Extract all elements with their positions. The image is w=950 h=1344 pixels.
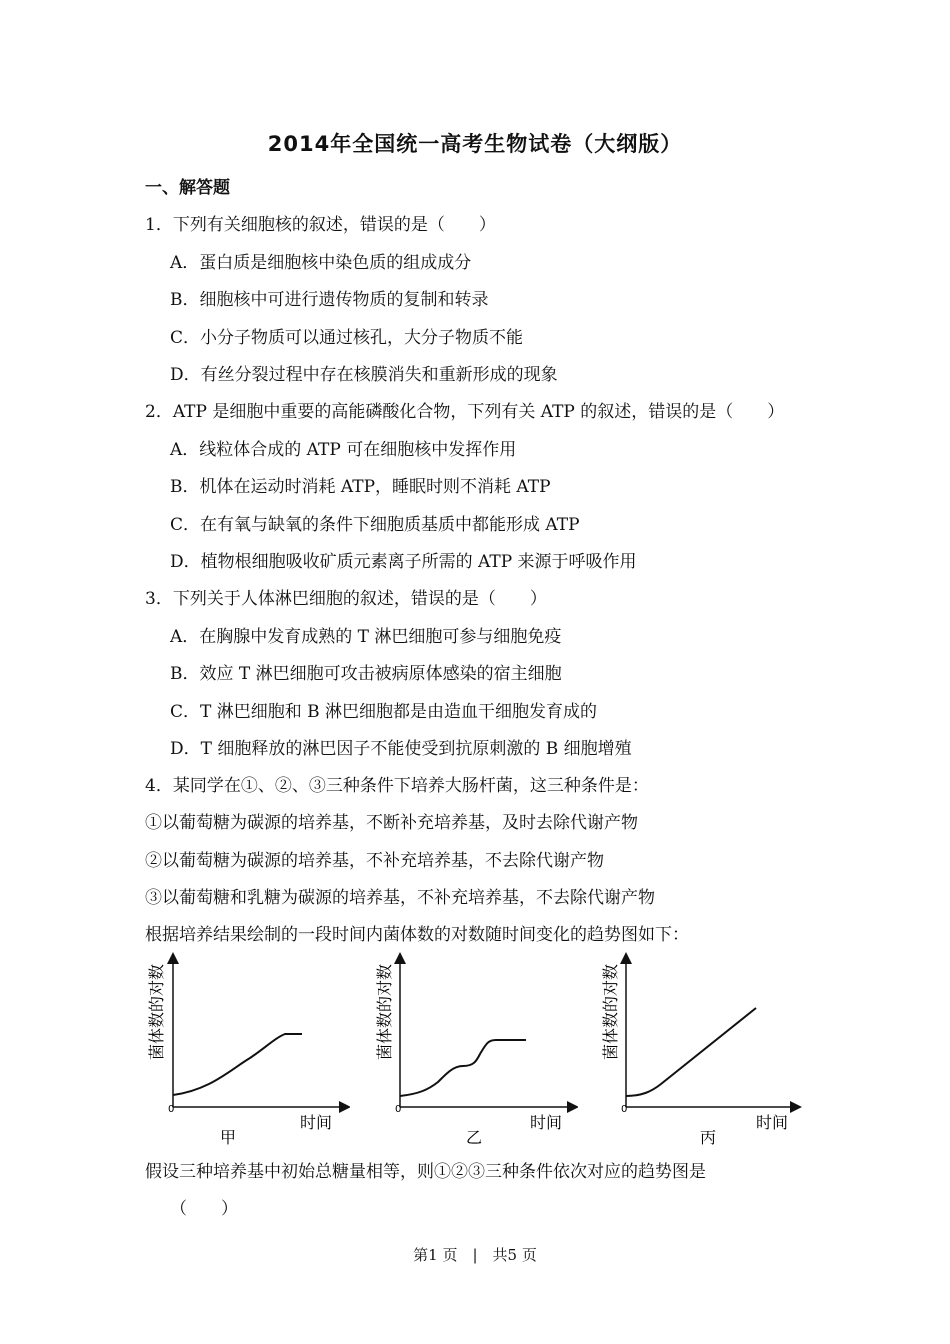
paper-title: 2014年全国统一高考生物试卷（大纲版） <box>267 132 683 156</box>
question-1-option-c: C．小分子物质可以通过核孔，大分子物质不能 <box>170 328 524 348</box>
answer-blank: （ ） <box>170 1199 238 1219</box>
question-3-option-d: D．T 细胞释放的淋巴因子不能使受到抗原刺激的 B 细胞增殖 <box>170 739 632 759</box>
question-3-option-a: A．在胸腺中发育成熟的 T 淋巴细胞可参与细胞免疫 <box>170 627 562 647</box>
question-1-option-a: A．蛋白质是细胞核中染色质的组成成分 <box>170 253 472 273</box>
question-2-option-c: C．在有氧与缺氧的条件下细胞质基质中都能形成 ATP <box>170 515 580 535</box>
question-4-stem: 4．某同学在①、②、③三种条件下培养大肠杆菌，这三种条件是： <box>145 776 649 796</box>
question-1-stem: 1．下列有关细胞核的叙述，错误的是（ ） <box>145 215 496 235</box>
x-axis-label: 时间 <box>756 1113 789 1132</box>
question-2-option-a: A．线粒体合成的 ATP 可在细胞核中发挥作用 <box>170 440 517 460</box>
graph-caption: 丙 <box>700 1128 717 1147</box>
question-4-intro: 根据培养结果绘制的一段时间内菌体数的对数随时间变化的趋势图如下： <box>145 925 689 945</box>
y-axis-label: 菌体数的对数 <box>147 963 166 1060</box>
graph-yi <box>368 950 578 1150</box>
graph-caption: 甲 <box>220 1128 237 1147</box>
y-axis-label: 菌体数的对数 <box>601 963 620 1060</box>
question-1-option-d: D．有丝分裂过程中存在核膜消失和重新形成的现象 <box>170 365 558 385</box>
section-heading: 一、解答题 <box>145 178 230 198</box>
y-axis-label: 菌体数的对数 <box>375 963 394 1060</box>
origin-label: 0 <box>395 1104 402 1115</box>
curve-jia <box>173 1034 302 1095</box>
x-axis-label: 时间 <box>300 1113 333 1132</box>
question-4-condition-3: ③以葡萄糖和乳糖为碳源的培养基，不补充培养基，不去除代谢产物 <box>145 888 655 908</box>
x-axis-label: 时间 <box>530 1113 563 1132</box>
graph-jia <box>140 950 350 1150</box>
question-4-condition-2: ②以葡萄糖为碳源的培养基，不补充培养基，不去除代谢产物 <box>145 851 604 871</box>
question-3-option-b: B．效应 T 淋巴细胞可攻击被病原体感染的宿主细胞 <box>170 664 562 684</box>
graph-caption: 乙 <box>466 1128 483 1147</box>
page-footer: 第1 页 | 共5 页 <box>413 1246 537 1264</box>
question-2-option-b: B．机体在运动时消耗 ATP，睡眠时则不消耗 ATP <box>170 477 551 497</box>
question-3-option-c: C．T 淋巴细胞和 B 淋巴细胞都是由造血干细胞发育成的 <box>170 702 598 722</box>
graph-bing <box>596 950 806 1150</box>
question-2-stem: 2．ATP 是细胞中重要的高能磷酸化合物，下列有关 ATP 的叙述，错误的是（ ） <box>145 402 785 422</box>
question-4-condition-1: ①以葡萄糖为碳源的培养基，不断补充培养基，及时去除代谢产物 <box>145 813 638 833</box>
question-1-option-b: B．细胞核中可进行遗传物质的复制和转录 <box>170 290 489 310</box>
curve-yi <box>400 1040 526 1096</box>
question-3-stem: 3．下列关于人体淋巴细胞的叙述，错误的是（ ） <box>145 589 547 609</box>
curve-bing <box>626 1008 756 1096</box>
origin-label: 0 <box>621 1104 628 1115</box>
origin-label: 0 <box>168 1104 175 1115</box>
question-2-option-d: D．植物根细胞吸收矿质元素离子所需的 ATP 来源于呼吸作用 <box>170 552 637 572</box>
question-4-after: 假设三种培养基中初始总糖量相等，则①②③三种条件依次对应的趋势图是 <box>145 1162 706 1182</box>
